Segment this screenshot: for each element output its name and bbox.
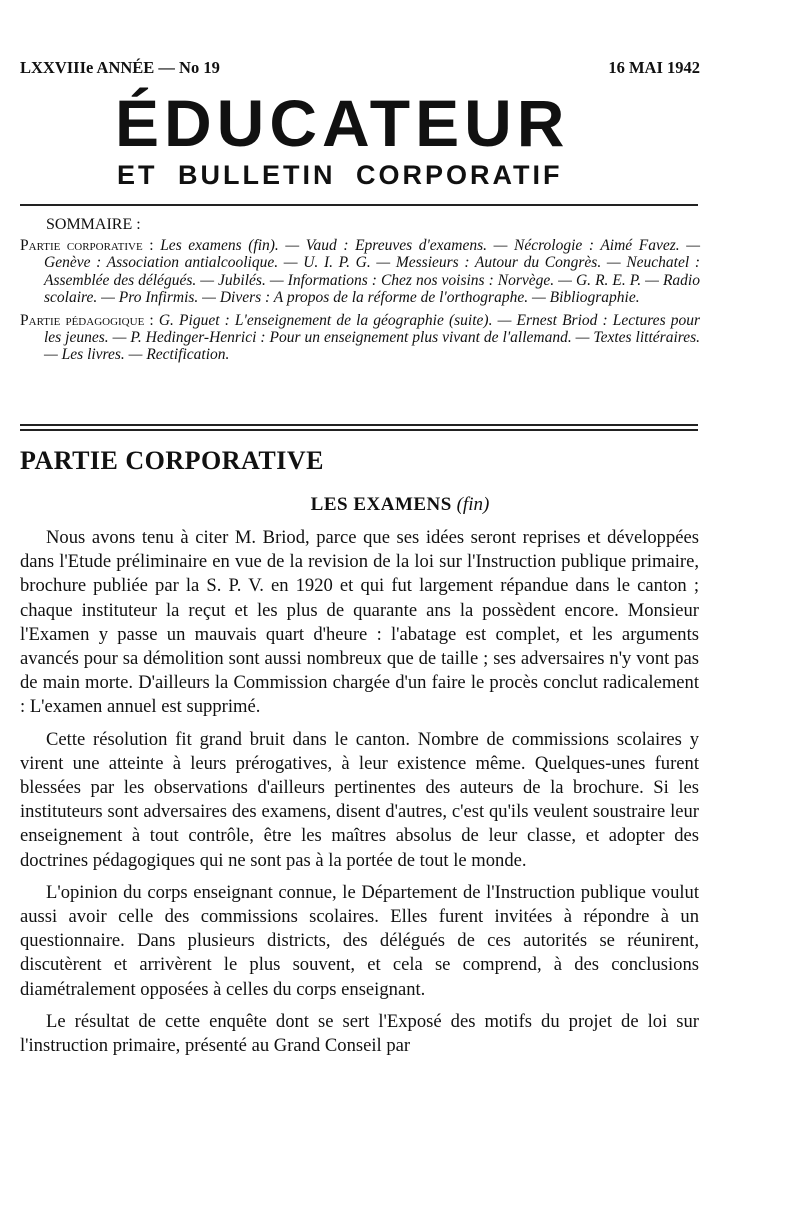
sommaire-pedagogique: Partie pédagogique : G. Piguet : L'enseignement de la géographie (suite). — Ernest Briod : Lectures pour les jeunes. — P. Hedinger-Henrici : Pour un enseignement plus vivant de l'allemand. — Textes littéraires. — Les livres. — Rectification. [20, 312, 701, 364]
article-body [20, 526, 699, 1066]
issue-date: 16 MAI 1942 [608, 58, 700, 77]
paragraph: Nous avons tenu à citer M. Briod, parce que ses idées seront reprises et développées dans l'Etude préliminaire en vue de la revision de la loi sur l'Instruction publique primaire, brochure publiée par la S. P. V. en 1920 et qui fut largement répandue dans le canton ; chaque instituteur la reçut et les plus de quarante ans la possèdent encore. Monsieur l'Examen y passe un mauvais quart d'heure : l'abatage est complet, et les arguments avancés pour sa démolition sont aussi nombreux que de taille ; ses adversaires n'y vont pas de main morte. D'ailleurs la Commission chargée d'un faire le procès conclut radicalement : L'examen annuel est supprimé. [20, 527, 699, 718]
article-title-main: LES EXAMENS [310, 494, 452, 515]
paragraph: L'opinion du corps enseignant connue, le Département de l'Instruction publique voulut aussi avoir celle des commissions scolaires. Elles furent invitées à répondre à un questionnaire. Dans plusieurs districts, des délégués de ces autorités se réunirent, discutèrent et arrivèrent le plus souvent, et cela se comprend, à des conclusions diamétralement opposées à celles du corps enseignant. [20, 881, 699, 1000]
divider [20, 204, 698, 206]
sommaire-heading: SOMMAIRE : [46, 216, 141, 233]
sommaire-pedagogique-text: G. Piguet : L'enseignement de la géographie (suite). — Ernest Briod : Lectures pour les jeunes. — P. Hedinger-Henrici : Pour un enseignement plus vivant de l'allemand. — Textes littéraires. — Les livres. — Rectification. [44, 312, 701, 364]
issue-number: LXXVIIIe ANNÉE — No 19 [20, 58, 220, 77]
journal-title: ÉDUCATEUR [115, 86, 570, 160]
sommaire-corporative: Partie corporative : Les examens (fin). — Vaud : Epreuves d'examens. — Nécrologie : Aimé Favez. — Genève : Association antialcoolique. — U. I. P. G. — Messieurs : Autour du Congrès. — Neuchatel : Assemblée des délégués. — Jubilés. — Informations : Chez nos voisins : Norvège. — G. R. E. P. — Radio scolaire. — Pro Infirmis. — Divers : A propos de la réforme de l'orthographe. — Bibliographie. [20, 237, 700, 306]
journal-subtitle: ET BULLETIN CORPORATIF [117, 160, 563, 190]
section-title: PARTIE CORPORATIVE [20, 446, 324, 475]
sommaire-pedagogique-label: Partie pédagogique [20, 312, 145, 330]
sommaire [20, 216, 700, 370]
sommaire-corporative-label: Partie corporative [20, 237, 143, 255]
divider [20, 429, 698, 431]
header-line [20, 58, 700, 78]
sommaire-corporative-text: Les examens (fin). — Vaud : Epreuves d'examens. — Nécrologie : Aimé Favez. — Genève : Association antialcoolique. — U. I. P. G. — Messieurs : Autour du Congrès. — Neuchatel : Assemblée des délégués. — Jubilés. — Informations : Chez nos voisins : Norvège. — G. R. E. P. — Radio scolaire. — Pro Infirmis. — Divers : A propos de la réforme de l'orthographe. — Bibliographie. [44, 237, 700, 306]
paragraph: Le résultat de cette enquête dont se sert l'Exposé des motifs du projet de loi sur l'instruction primaire, présenté au Grand Conseil par [20, 1010, 699, 1057]
article-title-suffix: (fin) [456, 494, 490, 515]
divider [20, 424, 698, 426]
paragraph: Cette résolution fit grand bruit dans le canton. Nombre de commissions scolaires y virent une atteinte à leurs prérogatives, à leur existence même. Quelques-unes furent blessées par les observations d'ailleurs pertinentes des auteurs de la brochure. Si les instituteurs sont adversaires des examens, disent d'autres, c'est qu'ils veulent soustraire leur enseignement à tout contrôle, être les maîtres absolus de leur classe, et adopter des doctrines pédagogiques qui ne sont pas à la portée de tout le monde. [20, 728, 699, 871]
article-title [0, 494, 800, 516]
